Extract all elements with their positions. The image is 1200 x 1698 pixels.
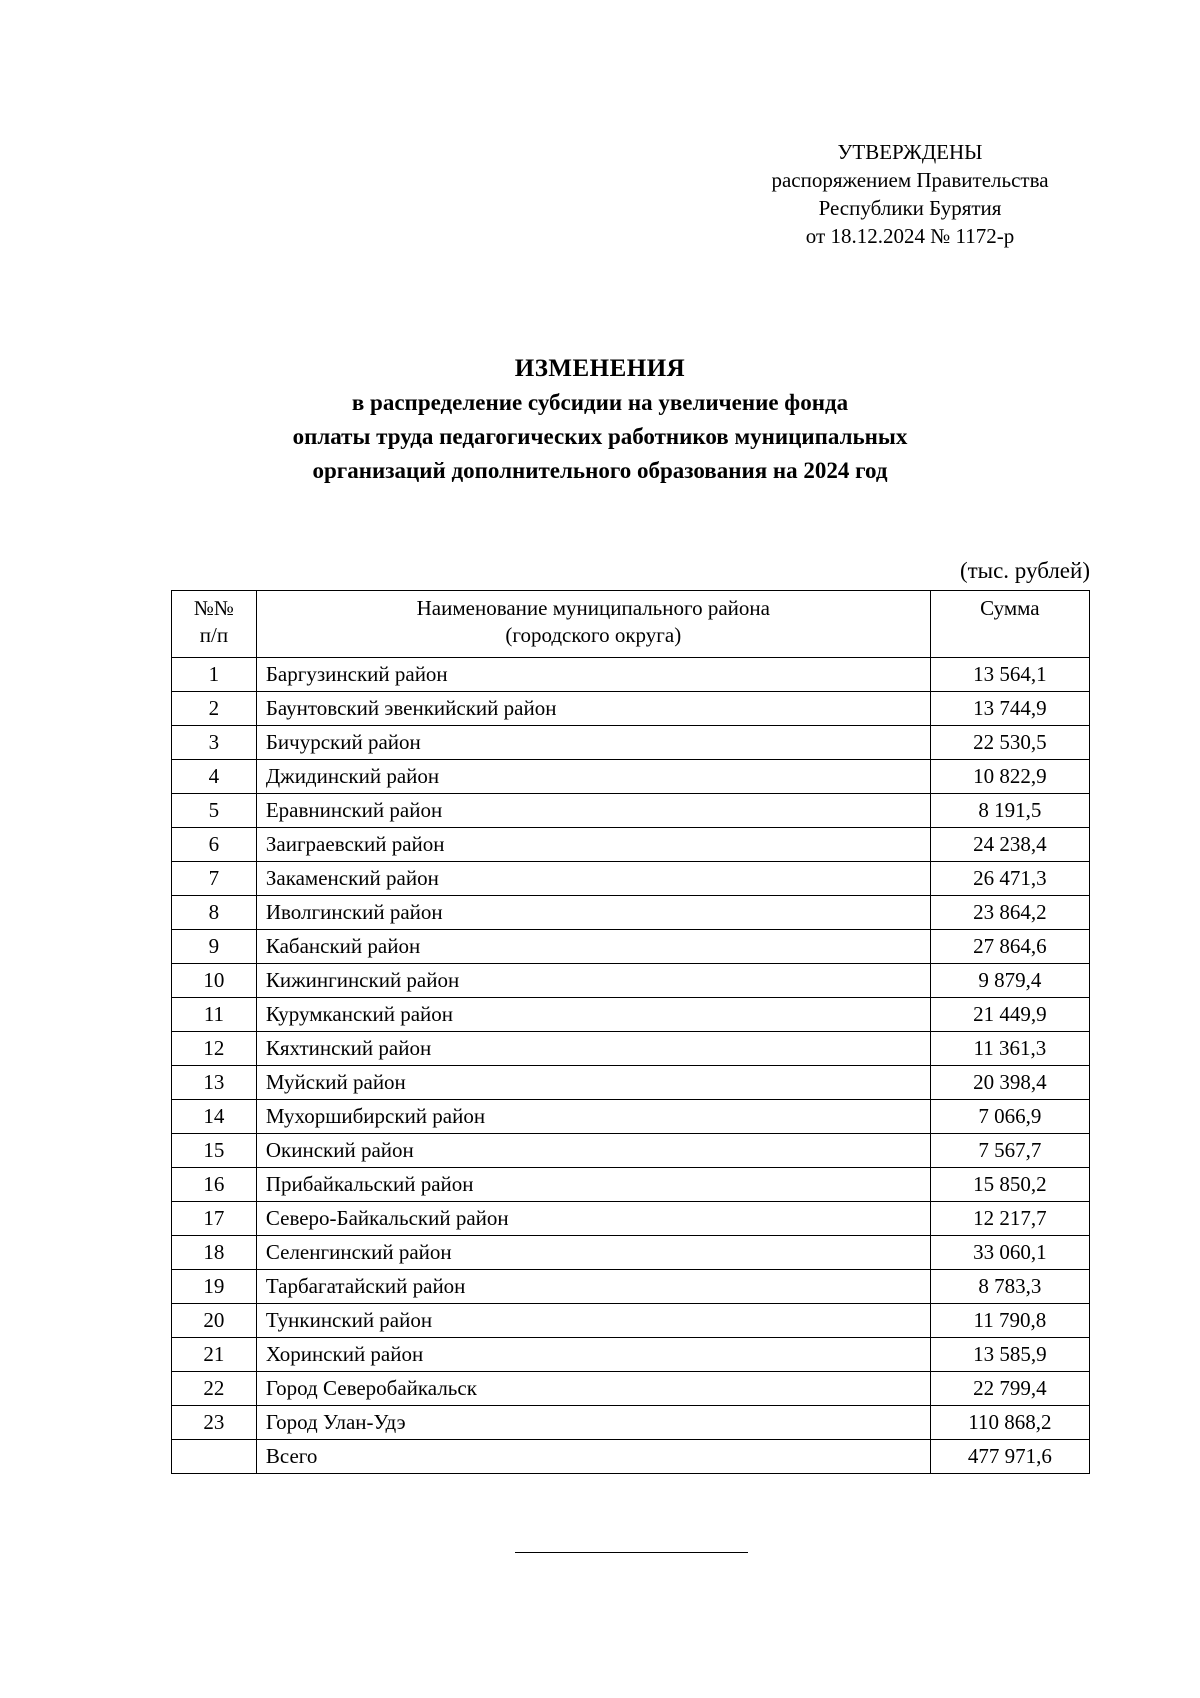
table-row: [172, 896, 1090, 930]
table-row: [172, 1338, 1090, 1372]
row-name: Еравнинский район: [256, 794, 930, 828]
row-name: Кижингинский район: [256, 964, 930, 998]
row-name: Тарбагатайский район: [256, 1270, 930, 1304]
header-name-line: Наименование муниципального района: [416, 596, 770, 620]
row-number: 1: [172, 658, 257, 692]
row-sum: 33 060,1: [930, 1236, 1089, 1270]
row-name: Селенгинский район: [256, 1236, 930, 1270]
table-row: [172, 760, 1090, 794]
table-row: [172, 1134, 1090, 1168]
table-header-row: [172, 591, 1090, 658]
row-sum: 11 361,3: [930, 1032, 1089, 1066]
row-sum: 13 564,1: [930, 658, 1089, 692]
row-name: Бичурский район: [256, 726, 930, 760]
table-row: [172, 1100, 1090, 1134]
row-name: Город Северобайкальск: [256, 1372, 930, 1406]
table-body: [172, 658, 1090, 1474]
row-name: Заиграевский район: [256, 828, 930, 862]
table-total-row: [172, 1440, 1090, 1474]
table-row: [172, 1236, 1090, 1270]
total-sum: 477 971,6: [930, 1440, 1089, 1474]
row-sum: 7 567,7: [930, 1134, 1089, 1168]
table-row: [172, 1032, 1090, 1066]
table-row: [172, 862, 1090, 896]
row-sum: 26 471,3: [930, 862, 1089, 896]
table-row: [172, 794, 1090, 828]
document-title-main: ИЗМЕНЕНИЯ: [514, 355, 686, 382]
distribution-table: [171, 590, 1090, 1474]
row-sum: 27 864,6: [930, 930, 1089, 964]
row-name: Мухоршибирский район: [256, 1100, 930, 1134]
row-sum: 24 238,4: [930, 828, 1089, 862]
row-name: Баргузинский район: [256, 658, 930, 692]
document-title-line: организаций дополнительного образования на 2024 год: [312, 458, 888, 483]
row-number: 14: [172, 1100, 257, 1134]
header-name-line: (городского округа): [505, 623, 682, 647]
table-row: [172, 1372, 1090, 1406]
row-number: 15: [172, 1134, 257, 1168]
row-name: Баунтовский эвенкийский район: [256, 692, 930, 726]
document-title-line: оплаты труда педагогических работников муниципальных: [292, 424, 908, 449]
row-name: Кабанский район: [256, 930, 930, 964]
row-number: 5: [172, 794, 257, 828]
row-sum: 8 191,5: [930, 794, 1089, 828]
table-row: [172, 1168, 1090, 1202]
row-sum: 9 879,4: [930, 964, 1089, 998]
row-sum: 15 850,2: [930, 1168, 1089, 1202]
row-number: 2: [172, 692, 257, 726]
row-sum: 21 449,9: [930, 998, 1089, 1032]
table-row: [172, 930, 1090, 964]
row-number: 19: [172, 1270, 257, 1304]
row-sum: 13 744,9: [930, 692, 1089, 726]
approval-stamp: [740, 138, 1080, 250]
table-row: [172, 1202, 1090, 1236]
row-sum: 20 398,4: [930, 1066, 1089, 1100]
table-row: [172, 828, 1090, 862]
row-number: 7: [172, 862, 257, 896]
approval-issuer: распоряжением Правительства: [771, 168, 1049, 192]
row-number: 3: [172, 726, 257, 760]
row-number: 10: [172, 964, 257, 998]
document-title-line: в распределение субсидии на увеличение фонда: [351, 390, 849, 415]
total-label: Всего: [256, 1440, 930, 1474]
table-row: [172, 1066, 1090, 1100]
table-row: [172, 1270, 1090, 1304]
row-name: Северо-Байкальский район: [256, 1202, 930, 1236]
row-number: 8: [172, 896, 257, 930]
row-number: 22: [172, 1372, 257, 1406]
row-number: 6: [172, 828, 257, 862]
row-number: 12: [172, 1032, 257, 1066]
row-name: Джидинский район: [256, 760, 930, 794]
table-row: [172, 1406, 1090, 1440]
header-name: [256, 591, 930, 658]
document-title: [160, 352, 1040, 488]
row-number: 11: [172, 998, 257, 1032]
table-row: [172, 658, 1090, 692]
row-sum: 11 790,8: [930, 1304, 1089, 1338]
closing-rule: [515, 1552, 748, 1553]
row-name: Окинский район: [256, 1134, 930, 1168]
row-name: Хоринский район: [256, 1338, 930, 1372]
approval-date-number: от 18.12.2024 № 1172-р: [805, 224, 1015, 248]
header-number-line: №№: [193, 596, 234, 620]
row-number: 17: [172, 1202, 257, 1236]
row-name: Прибайкальский район: [256, 1168, 930, 1202]
approval-region: Республики Бурятия: [818, 196, 1002, 220]
table-row: [172, 1304, 1090, 1338]
row-name: Тункинский район: [256, 1304, 930, 1338]
row-sum: 22 530,5: [930, 726, 1089, 760]
row-sum: 13 585,9: [930, 1338, 1089, 1372]
row-sum: 7 066,9: [930, 1100, 1089, 1134]
row-name: Город Улан-Удэ: [256, 1406, 930, 1440]
row-number: 16: [172, 1168, 257, 1202]
row-name: Кяхтинский район: [256, 1032, 930, 1066]
row-number: 20: [172, 1304, 257, 1338]
header-number: [172, 591, 257, 658]
units-label: (тыс. рублей): [959, 558, 1090, 583]
header-number-line: п/п: [199, 623, 229, 647]
row-number: 9: [172, 930, 257, 964]
table-row: [172, 726, 1090, 760]
table-row: [172, 692, 1090, 726]
row-name: Курумканский район: [256, 998, 930, 1032]
row-number: 21: [172, 1338, 257, 1372]
row-number: 23: [172, 1406, 257, 1440]
row-number: 18: [172, 1236, 257, 1270]
table-row: [172, 964, 1090, 998]
row-sum: 23 864,2: [930, 896, 1089, 930]
row-name: Закаменский район: [256, 862, 930, 896]
row-number: 13: [172, 1066, 257, 1100]
row-sum: 12 217,7: [930, 1202, 1089, 1236]
header-sum: Сумма: [930, 591, 1089, 658]
approval-heading: УТВЕРЖДЕНЫ: [837, 140, 983, 164]
row-name: Муйский район: [256, 1066, 930, 1100]
row-name: Иволгинский район: [256, 896, 930, 930]
row-number: 4: [172, 760, 257, 794]
table-row: [172, 998, 1090, 1032]
row-sum: 10 822,9: [930, 760, 1089, 794]
total-number: [172, 1440, 257, 1474]
row-sum: 8 783,3: [930, 1270, 1089, 1304]
row-sum: 22 799,4: [930, 1372, 1089, 1406]
row-sum: 110 868,2: [930, 1406, 1089, 1440]
